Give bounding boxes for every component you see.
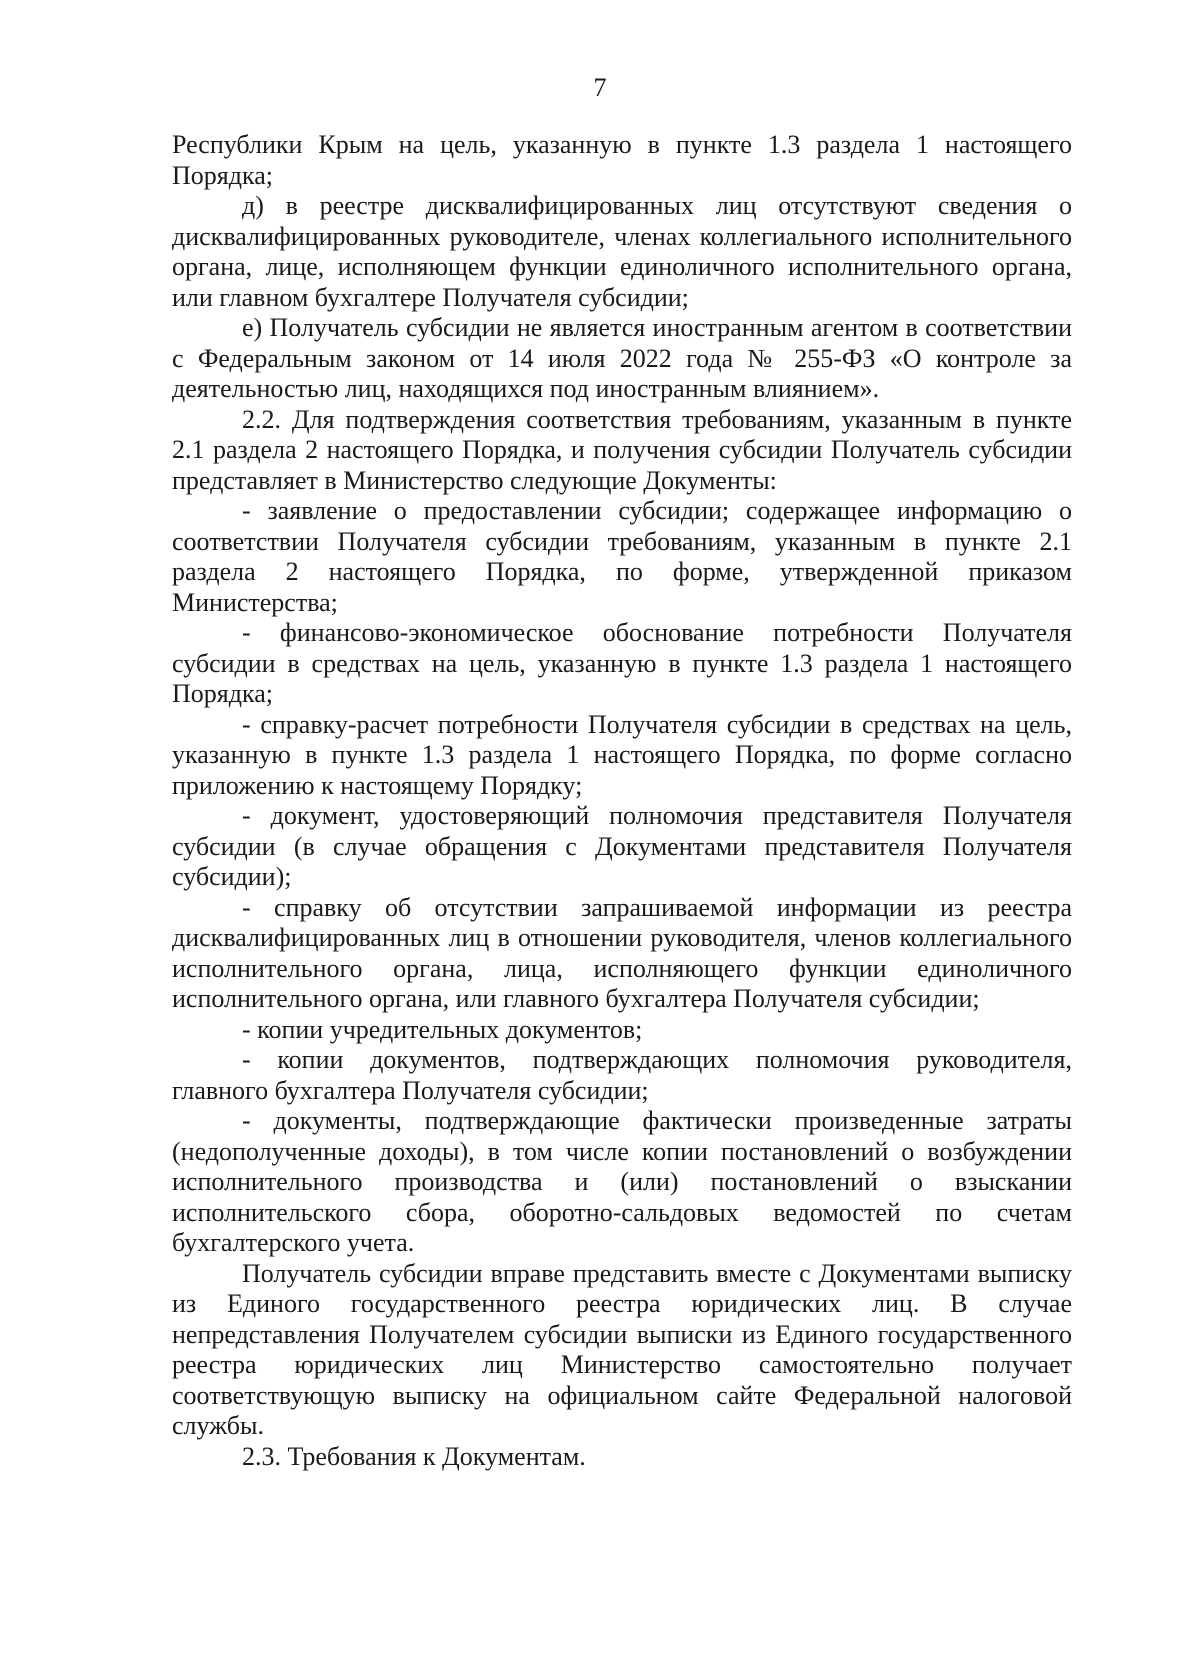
paragraph-section-2-3: 2.3. Требования к Документам.	[242, 1441, 586, 1471]
paragraph-item-d: д) в реестре дисквалифицированных лиц отсутствуют сведения о дисквалифицированных руководителе, членах коллегиального исполнительного органа, лице, исполняющем функции единоличного исполнительного органа, или главном бухгалтере Получателя субсидии;	[172, 191, 1072, 312]
document-body	[172, 130, 1072, 1472]
list-item-founding-documents: - копии учредительных документов;	[242, 1014, 643, 1044]
list-item-expense-documents: - документы, подтверждающие фактически произведенные затраты (недополученные доходы), в том числе копии постановлений о возбуждении исполнительного производства и (или) постановлений о взыскании исполнительского сбора, оборотно-сальдовых ведомостей по счетам бухгалтерского учета.	[172, 1106, 1072, 1257]
list-item-application: - заявление о предоставлении субсидии; содержащее информацию о соответствии Получателя субсидии требованиям, указанным в пункте 2.1 раздела 2 настоящего Порядка, по форме, утвержденной приказом Министерства;	[172, 496, 1072, 617]
list-item-financial-justification: - финансово-экономическое обоснование потребности Получателя субсидии в средствах на цель, указанную в пункте 1.3 раздела 1 настоящего Порядка;	[172, 618, 1072, 708]
list-item-needs-calculation: - справку-расчет потребности Получателя субсидии в средствах на цель, указанную в пункте 1.3 раздела 1 настоящего Порядка, по форме согласно приложению к настоящему Порядку;	[172, 709, 1072, 800]
list-item-authority-copies: - копии документов, подтверждающих полномочия руководителя, главного бухгалтера Получателя субсидии;	[172, 1045, 1072, 1105]
list-item-authority-document: - документ, удостоверяющий полномочия представителя Получателя субсидии (в случае обращения с Документами представителя Получателя субсидии);	[172, 801, 1072, 891]
page-number: 7	[593, 73, 607, 102]
paragraph-item-e: е) Получатель субсидии не является иностранным агентом в соответствии с Федеральным законом от 14 июля 2022 года № 255-ФЗ «О контроле за деятельностью лиц, находящихся под иностранным влиянием».	[172, 313, 1072, 403]
paragraph-section-2-2: 2.2. Для подтверждения соответствия требованиям, указанным в пункте 2.1 раздела 2 настоящего Порядка, и получения субсидии Получатель субсидии представляет в Министерство следующие Документы:	[172, 404, 1072, 495]
paragraph-registry-extract: Получатель субсидии вправе представить вместе с Документами выписку из Единого государственного реестра юридических лиц. В случае непредставления Получателем субсидии выписки из Единого государственного реестра юридических лиц Министерство самостоятельно получает соответствующую выписку на официальном сайте Федеральной налоговой службы.	[172, 1258, 1072, 1440]
list-item-registry-certificate: - справку об отсутствии запрашиваемой информации из реестра дисквалифицированных лиц в отношении руководителя, членов коллегиального исполнительного органа, лица, исполняющего функции единоличного исполнительного органа, или главного бухгалтера Получателя субсидии;	[172, 892, 1072, 1013]
paragraph-continuation: Республики Крым на цель, указанную в пункте 1.3 раздела 1 настоящего Порядка;	[172, 130, 1072, 190]
